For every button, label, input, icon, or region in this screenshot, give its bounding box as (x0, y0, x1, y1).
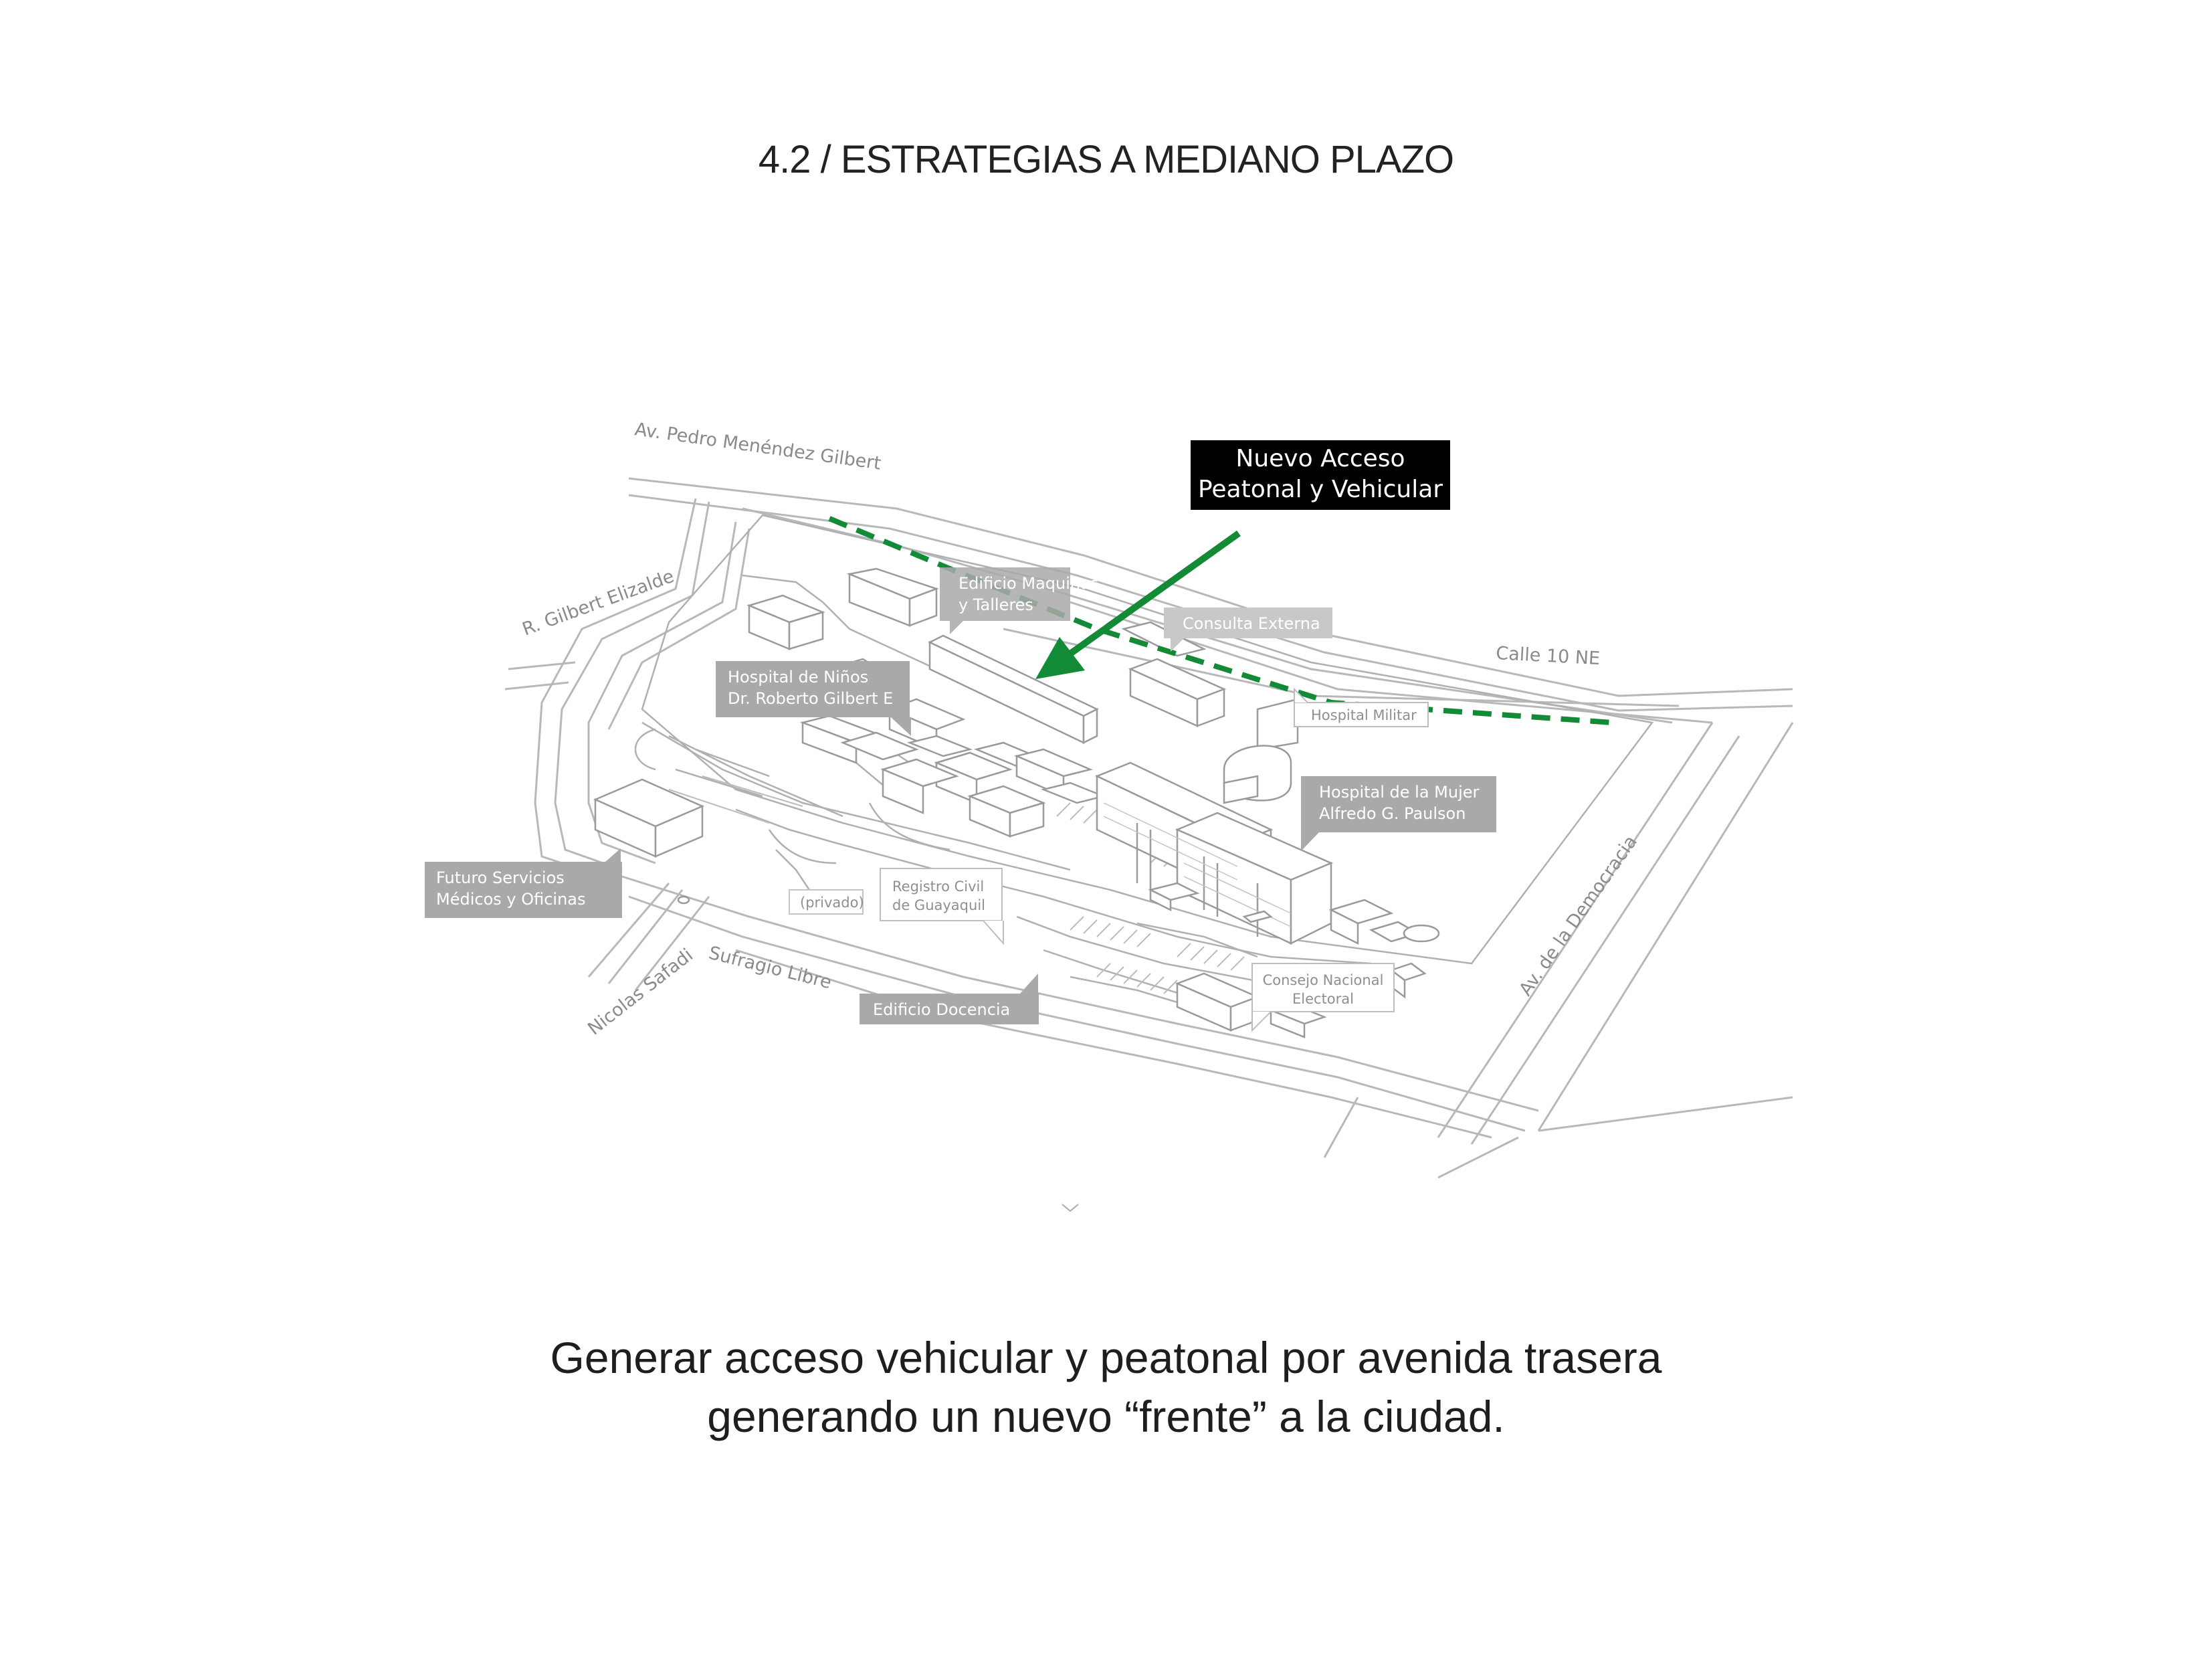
street-label-sufragio: Sufragio Libre (706, 942, 834, 994)
svg-text:Consulta Externa: Consulta Externa (1183, 614, 1320, 633)
svg-text:Edificio Maquinas: Edificio Maquinas (959, 574, 1099, 593)
caption-line-2: generando un nuevo “frente” a la ciudad. (707, 1392, 1505, 1441)
svg-text:Peatonal y Vehicular: Peatonal y Vehicular (1197, 476, 1443, 503)
svg-text:Edificio Docencia: Edificio Docencia (873, 1000, 1011, 1019)
street-label-nicolas-safadi: Nicolas Safadi (584, 945, 698, 1040)
label-registro-civil (880, 868, 1003, 943)
svg-text:Nuevo Acceso: Nuevo Acceso (1235, 445, 1405, 472)
svg-text:y Talleres: y Talleres (959, 595, 1033, 614)
svg-text:Médicos y Oficinas: Médicos y Oficinas (436, 890, 586, 909)
label-hospital-mujer (1301, 776, 1496, 851)
svg-text:Consejo Nacional: Consejo Nacional (1262, 972, 1384, 988)
svg-text:Registro Civil: Registro Civil (892, 879, 985, 895)
site-roads (635, 515, 1652, 1010)
svg-text:Futuro Servicios: Futuro Servicios (436, 868, 565, 887)
svg-text:Dr. Roberto Gilbert E: Dr. Roberto Gilbert E (728, 689, 894, 708)
street-label-gilbert-elizalde: R. Gilbert Elizalde (519, 565, 677, 640)
page-title: 4.2 / ESTRATEGIAS A MEDIANO PLAZO (758, 138, 1454, 181)
street-label-calle-10: Calle 10 NE (1495, 643, 1601, 670)
svg-text:Alfredo G. Paulson: Alfredo G. Paulson (1319, 804, 1466, 823)
svg-text:Hospital de Niños: Hospital de Niños (728, 668, 869, 686)
caption (0, 1328, 2212, 1446)
svg-text:Hospital Militar: Hospital Militar (1311, 707, 1417, 723)
label-maquinas-talleres (940, 567, 1098, 634)
svg-text:Hospital de la Mujer: Hospital de la Mujer (1319, 783, 1480, 802)
label-edificio-docencia (860, 974, 1039, 1024)
street-label-democracia: Av. de la Democracia (1515, 832, 1641, 1000)
svg-text:Electoral: Electoral (1292, 991, 1354, 1007)
svg-text:de Guayaquil: de Guayaquil (892, 897, 985, 913)
north-mark (1062, 1204, 1078, 1211)
street-label-pedro-menendez: Av. Pedro Menéndez Gilbert (633, 419, 882, 474)
callout-new-access (1191, 440, 1450, 510)
label-privado (789, 890, 864, 914)
caption-line-1: Generar acceso vehicular y peatonal por avenida trasera (550, 1333, 1662, 1382)
svg-text:(privado): (privado) (800, 895, 864, 911)
